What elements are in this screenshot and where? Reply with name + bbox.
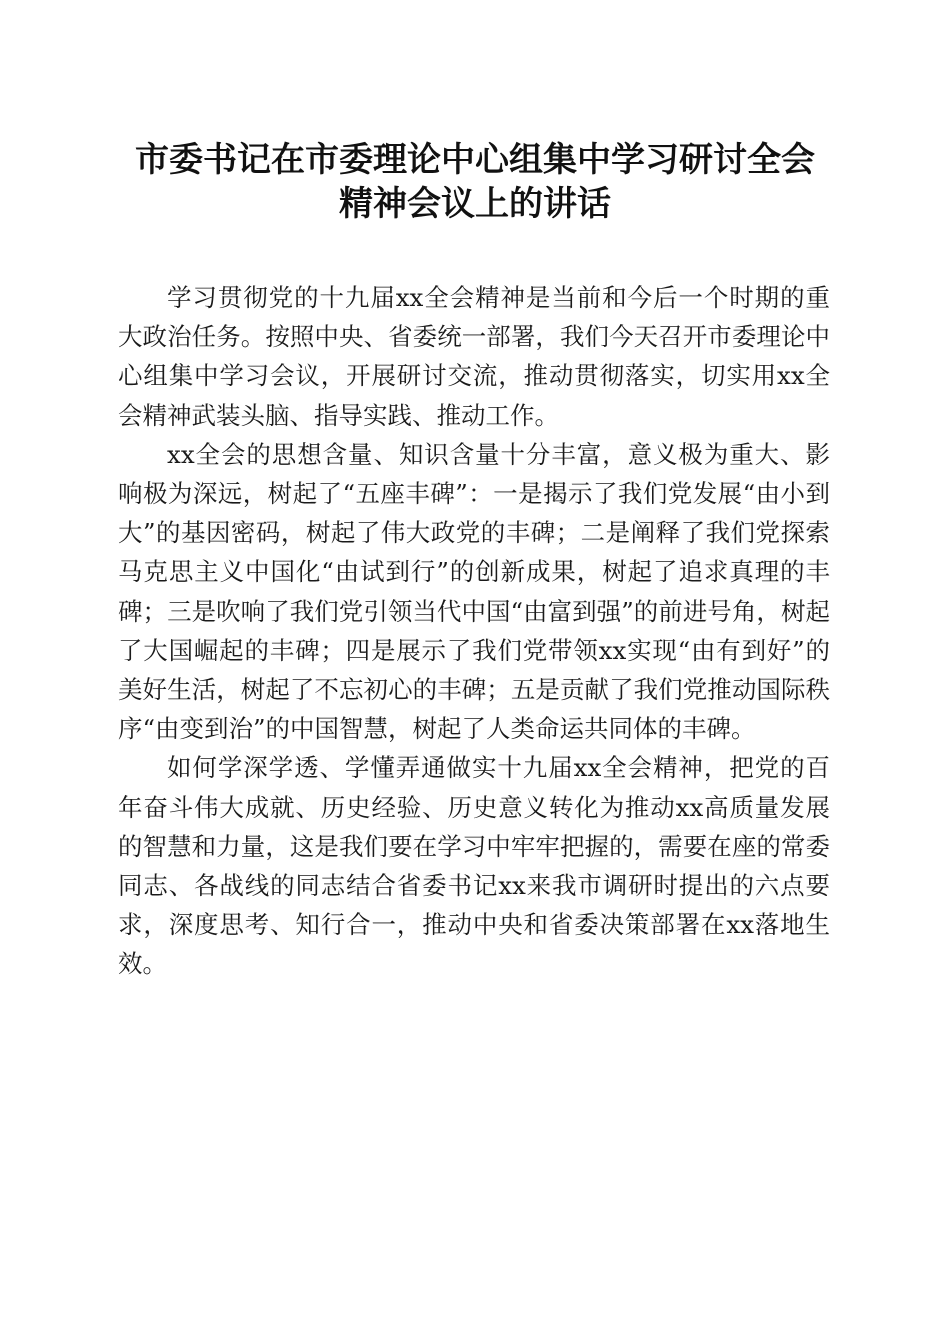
body-paragraph-2: xx全会的思想含量、知识含量十分丰富，意义极为重大、影响极为深远，树起了“五座丰碑”：一是揭示了我们党发展“由小到大”的基因密码，树起了伟大政党的丰碑；二是阐释了我们党探索马克思主义中国化“由试到行”的创新成果，树起了追求真理的丰碑；三是吹响了我们党引领当代中国“由富到强”的前进号角，树起了大国崛起的丰碑；四是展示了我们党带领xx实现“由有到好”的美好生活，树起了不忘初心的丰碑；五是贡献了我们党推动国际秩序“由变到治”的中国智慧，树起了人类命运共同体的丰碑。 — [118, 439, 830, 744]
document-title-line-2: 精神会议上的讲话 — [339, 184, 611, 224]
body-paragraph-3: 如何学深学透、学懂弄通做实十九届xx全会精神，把党的百年奋斗伟大成就、历史经验、历史意义转化为推动xx高质量发展的智慧和力量，这是我们要在学习中牢牢把握的，需要在座的常委同志、各战线的同志结合省委书记xx来我市调研时提出的六点要求，深度思考、知行合一，推动中央和省委决策部署在xx落地生效。 — [118, 753, 830, 979]
body-paragraph-1: 学习贯彻党的十九届xx全会精神是当前和今后一个时期的重大政治任务。按照中央、省委统一部署，我们今天召开市委理论中心组集中学习会议，开展研讨交流，推动贯彻落实，切实用xx全会精神武装头脑、指导实践、推动工作。 — [118, 283, 830, 430]
document-body — [118, 278, 830, 984]
document-title — [100, 138, 850, 226]
document-title-line-1: 市委书记在市委理论中心组集中学习研讨全会 — [135, 140, 815, 180]
